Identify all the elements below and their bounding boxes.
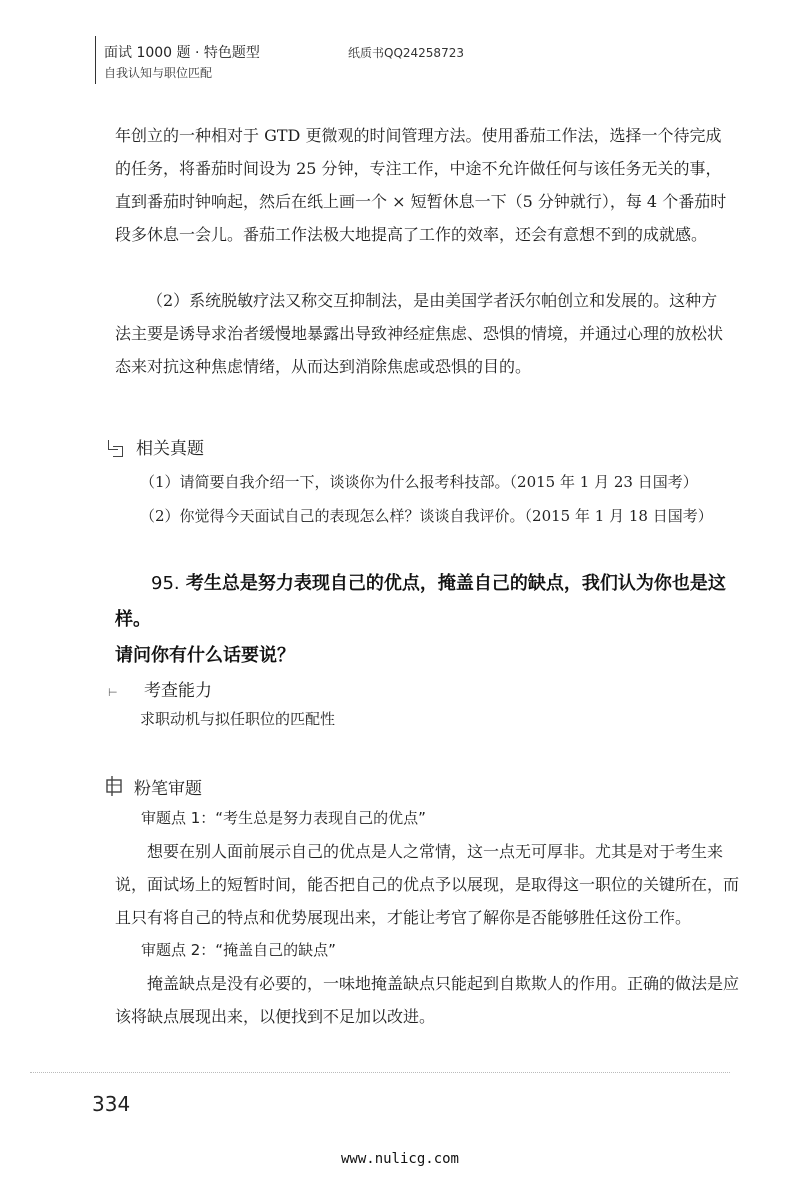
review-heading-text: 粉笔审题 xyxy=(134,779,202,799)
footer-dotted-rule xyxy=(30,1072,730,1073)
question-line-1: 考生总是努力表现自己的优点，掩盖自己的缺点，我们认为你也是这样。 xyxy=(115,573,726,630)
review-points xyxy=(115,802,740,1033)
pen-box-icon xyxy=(106,776,122,792)
related-question-list xyxy=(140,465,760,533)
book-title: 面试 1000 题 · 特色题型 xyxy=(104,45,260,61)
corner-fold-icon xyxy=(108,440,124,456)
ability-section-heading xyxy=(108,676,212,701)
ability-heading-text: 考查能力 xyxy=(144,681,212,701)
review-section-heading xyxy=(106,774,202,799)
related-question-item: （1）请简要自我介绍一下，谈谈你为什么报考科技部。（2015 年 1 月 23 日国考） xyxy=(140,473,698,491)
method-paragraph: （2）系统脱敏疗法又称交互抑制法，是由美国学者沃尔帕创立和发展的。这种方法主要是诱导求治者缓慢地暴露出导致神经症焦虑、恐惧的情境，并通过心理的放松状态来对抗这种焦虑情绪，从而达到消除焦虑或恐惧的目的。 xyxy=(115,291,724,376)
related-heading-text: 相关真题 xyxy=(136,439,204,459)
review-point-label: 审题点 1：“考生总是努力表现自己的优点” xyxy=(141,809,426,827)
header-rule xyxy=(95,36,96,84)
chapter-subtitle: 自我认知与职位匹配 xyxy=(104,66,213,80)
intro-paragraph: 年创立的一种相对于 GTD 更微观的时间管理方法。使用番茄工作法，选择一个待完成的任务，将番茄时间设为 25 分钟，专注工作，中途不允许做任何与该任务无关的事，直到番茄时钟响起，然后在纸上画一个 × 短暂休息一下（5 分钟就行），每 4 个番茄时段多休息一会儿。番茄工作法极大地提高了工作的效率，还会有意想不到的成就感。 xyxy=(115,126,727,244)
review-point-text: 掩盖缺点是没有必要的，一味地掩盖缺点只能起到自欺欺人的作用。正确的做法是应该将缺点展现出来，以便找到不足加以改进。 xyxy=(115,974,740,1026)
page-number: 334 xyxy=(92,1092,131,1116)
question-line-2: 请问你有什么话要说？ xyxy=(115,645,295,666)
ability-text: 求职动机与拟任职位的匹配性 xyxy=(140,710,336,728)
related-section-heading xyxy=(108,434,204,459)
question-95 xyxy=(115,566,755,674)
pen-box-svg xyxy=(106,776,124,796)
related-question-item: （2）你觉得今天面试自己的表现怎么样？谈谈自我评价。（2015 年 1 月 18 日国考） xyxy=(140,507,713,525)
ability-mark-icon: ⊢ xyxy=(108,686,118,699)
footer-url: www.nulicg.com xyxy=(340,1151,459,1167)
review-point-text: 想要在别人面前展示自己的优点是人之常情，这一点无可厚非。尤其是对于考生来说，面试场上的短暂时间，能否把自己的优点予以展现，是取得这一职位的关键所在，而且只有将自己的特点和优势展现出来，才能让考官了解你是否能够胜任这份工作。 xyxy=(115,842,740,927)
header-watermark: 纸质书QQ24258723 xyxy=(348,46,464,60)
review-point-label: 审题点 2：“掩盖自己的缺点” xyxy=(141,941,336,959)
question-number: 95. xyxy=(151,573,180,594)
